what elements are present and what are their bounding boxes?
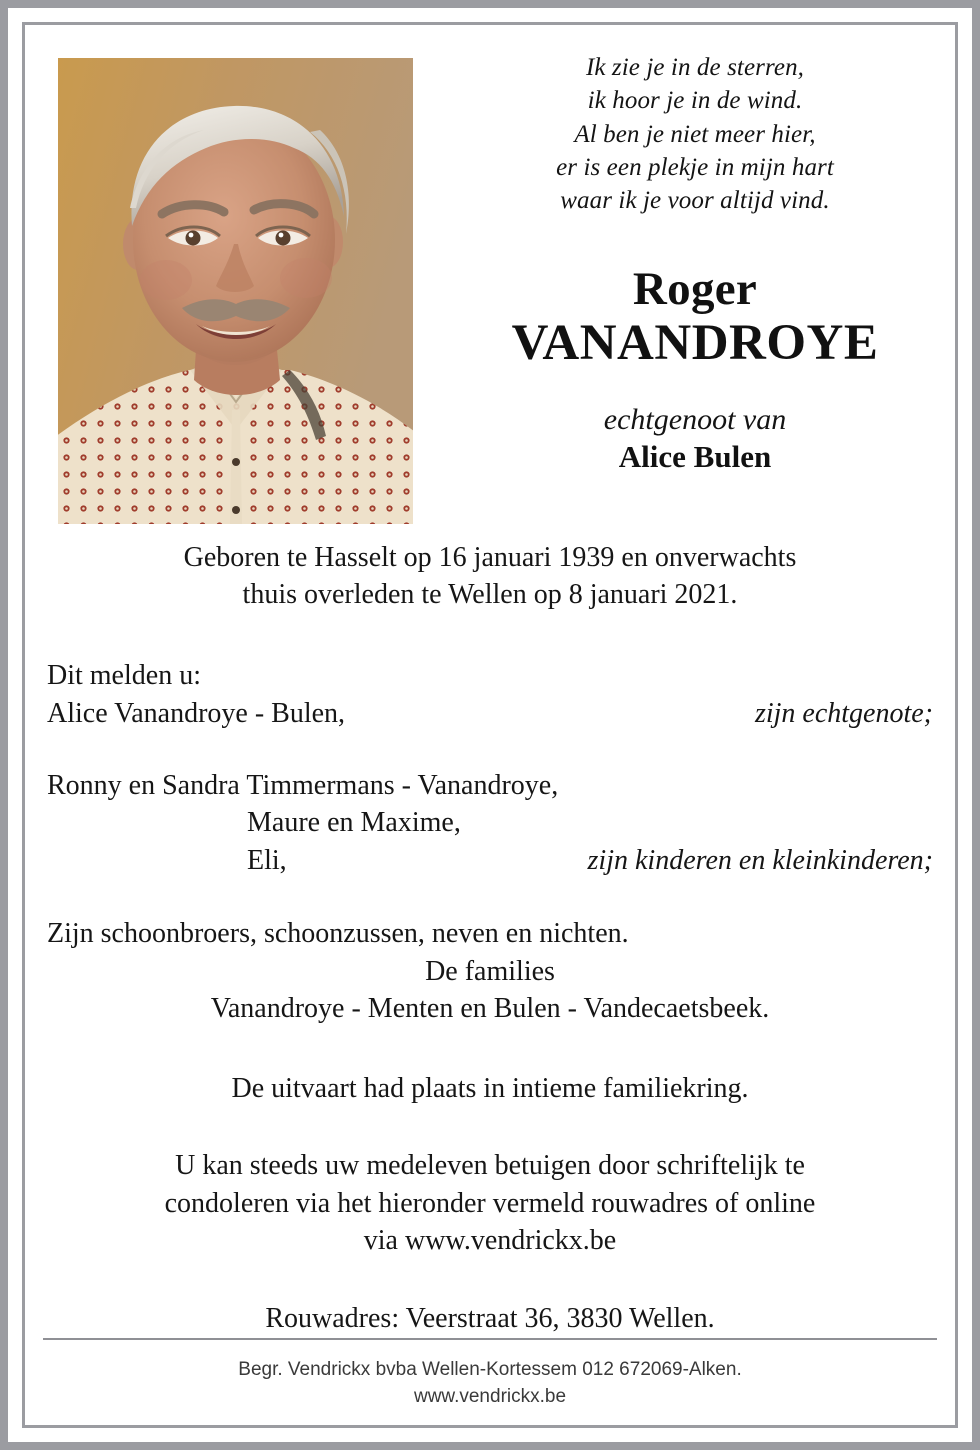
child-line-3-row [47,842,933,880]
child-line-3-relation: zijn kinderen en kleinkinderen; [587,844,933,876]
relatives-line-1: Zijn schoonbroers, schoonzussen, neven en nichten. [47,918,629,950]
mourning-address: Rouwadres: Veerstraat 36, 3830 Wellen. [265,1302,715,1334]
funeral-home-line-1: Begr. Vendrickx bvba Wellen-Kortessem 012 672069-Alken. [238,1358,742,1380]
card-top-area [25,25,955,517]
child-line-3-name: Eli, [247,844,287,876]
funeral-home-website: www.vendrickx.be [413,1386,567,1408]
funeral-home-info [43,1356,937,1411]
deceased-last-name: VANANDROYE [511,315,879,372]
relatives-line-2: De families [425,955,555,987]
footer-divider [43,1338,937,1340]
memorial-poem [425,51,965,217]
poem-line-1: Ik zie je in de sterren, [585,54,805,81]
birth-line: Geboren te Hasselt op 16 januari 1939 en onverwachts [183,542,797,573]
card-body-text [25,539,955,1337]
poem-line-3: Al ben je niet meer hier, [574,120,816,148]
funeral-note: De uitvaart had plaats in intieme familiekring. [231,1072,749,1104]
memorial-card [25,25,955,1425]
announcement-spouse-relation: zijn echtgenote; [754,697,933,729]
announcement-children-section [47,767,933,880]
poem-line-5: waar ik je voor altijd vind. [560,187,830,214]
death-line: thuis overleden te Wellen op 8 januari 2021. [242,579,738,611]
frame-inner-rule [22,22,958,1428]
card-footer [25,1338,955,1411]
condolence-message [47,1147,933,1260]
poem-line-2: ik hoor je in de wind. [587,87,803,115]
poem-line-4: er is een plekje in mijn hart [556,153,834,181]
relatives-line-3: Vanandroye - Menten en Bulen - Vandecaetsbeek. [210,993,770,1025]
spouse-name: Alice Bulen [618,439,772,475]
announcement-spouse-name: Alice Vanandroye - Bulen, [47,697,346,729]
deceased-first-name: Roger [632,263,758,316]
announcement-spouse-row [47,695,933,733]
poem-and-name-column [425,51,965,475]
portrait-photo [58,58,413,524]
frame-white-gap [8,8,972,1442]
announcement-spouse-section [47,657,933,732]
life-details [47,539,933,613]
spouse-relation-label: echtgenoot van [603,403,787,437]
condolence-line-1: U kan steeds uw medeleven betuigen door schriftelijk te [175,1150,805,1182]
announcement-relatives-section [47,915,933,1028]
child-line-1: Ronny en Sandra Timmermans - Vanandroye, [47,769,559,801]
portrait-illustration [58,58,413,524]
child-line-2: Maure en Maxime, [247,807,461,839]
announcement-lead: Dit melden u: [47,660,201,692]
condolence-line-2: condoleren via het hieronder vermeld rouwadres of online [164,1187,816,1219]
condolence-line-3: via www.vendrickx.be [363,1225,617,1257]
